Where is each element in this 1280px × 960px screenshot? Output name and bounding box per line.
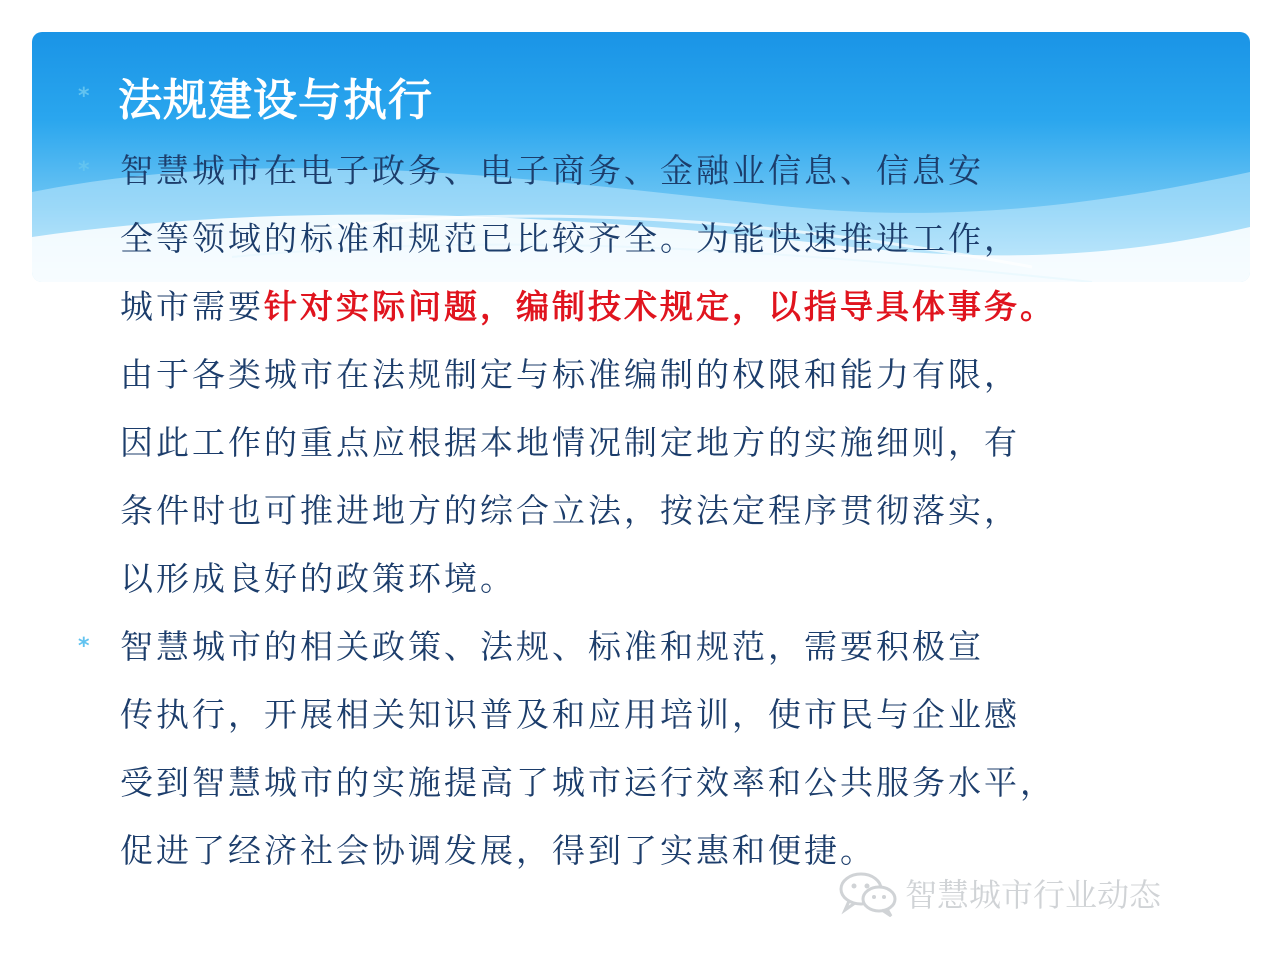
paragraph-line: 促进了经济社会协调发展，得到了实惠和便捷。	[120, 831, 876, 870]
paragraph-1	[78, 137, 1220, 613]
watermark-text: 智慧城市行业动态	[905, 876, 1162, 914]
bullet-icon: *	[78, 634, 93, 659]
paragraph-line: 全等领域的标准和规范已比较齐全。为能快速推进工作，	[120, 219, 1020, 258]
paragraph-2	[78, 613, 1220, 885]
paragraph-line: 因此工作的重点应根据本地情况制定地方的实施细则，有	[120, 423, 1020, 462]
wechat-icon	[835, 869, 901, 917]
paragraph-line: 智慧城市在电子政务、电子商务、金融业信息、信息安	[120, 151, 984, 190]
paragraph-line: 由于各类城市在法规制定与标准编制的权限和能力有限，	[120, 355, 1020, 394]
paragraph-line: 条件时也可推进地方的综合立法，按法定程序贯彻落实，	[120, 491, 1020, 530]
paragraph-line: 智慧城市的相关政策、法规、标准和规范，需要积极宣	[120, 627, 984, 666]
paragraph-line: 传执行，开展相关知识普及和应用培训，使市民与企业感	[120, 695, 1020, 734]
watermark	[835, 868, 1161, 918]
highlighted-text: 针对实际问题，编制技术规定，以指导具体事务。	[264, 287, 1056, 326]
paragraph-line	[120, 273, 1220, 341]
bullet-icon: *	[78, 158, 93, 183]
paragraph-text: 城市需要	[120, 287, 264, 326]
paragraph-line: 以形成良好的政策环境。	[120, 559, 516, 598]
slide-title: 法规建设与执行	[118, 75, 433, 126]
bullet-icon: *	[78, 83, 90, 109]
title-row	[78, 66, 433, 126]
paragraph-line: 受到智慧城市的实施提高了城市运行效率和公共服务水平，	[120, 763, 1056, 802]
